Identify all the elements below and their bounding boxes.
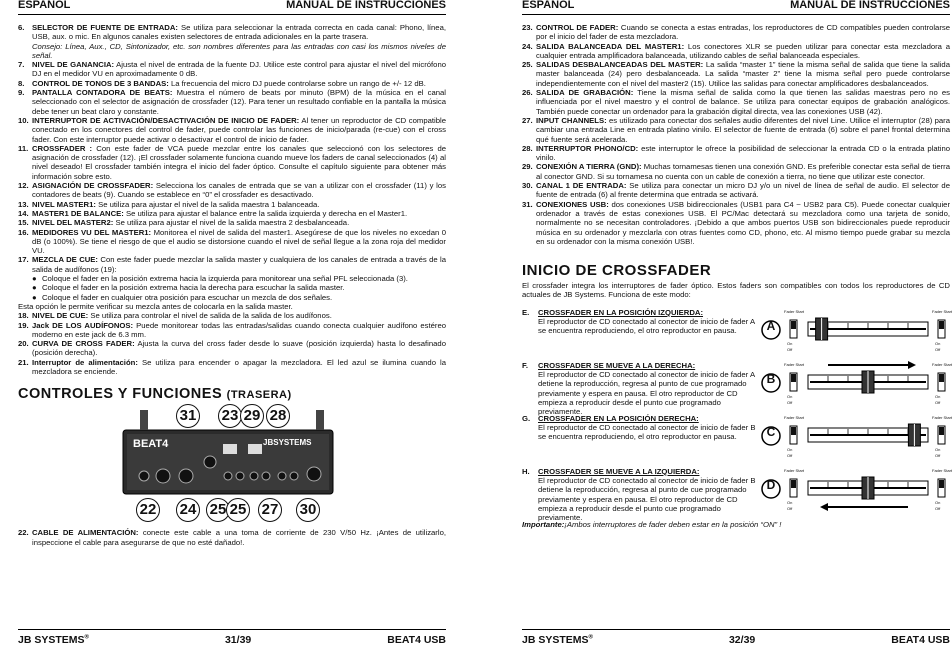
item-body <box>536 42 950 61</box>
item-body <box>32 23 446 60</box>
item-title: SALIDAS DESBALANCEADAS DEL MASTER: <box>536 60 704 70</box>
item-title: SALIDA BALANCEADA DEL MASTER1: <box>536 41 685 51</box>
step-letter: F. <box>522 360 528 370</box>
list-item <box>18 116 446 144</box>
item-number: 24. <box>522 41 533 51</box>
item-text: este interruptor le ofrece la posibilidad de seleccionar la entrada CD o la entrada platino vinilo. <box>536 143 950 163</box>
item-text: Muestra el número de beats por minuto (BPM) de la música en el canal seleccionado con el selector de asignación de crossfader (12). Para tener un resultado confiable en la pantalla la música debe tener un beat claro y constante. <box>32 88 447 116</box>
item-body <box>32 60 446 79</box>
item-text: Con este fader de VCA puede mezclar entre los canales que seleccionó con los selectores de asignación de crossfader (12). ¡El crossfader solamente funciona cuando mueve los faders de canal seleccionados (4) al nivel deseado! El crossfader también integra el inicio del fader óptico. Consulte el capítulo siguiente para obtener más información sobre esto. <box>32 143 446 181</box>
list-item <box>18 218 446 227</box>
rear-panel-figure <box>18 404 446 524</box>
step-body <box>538 414 758 463</box>
page-footer <box>522 629 950 646</box>
step-body <box>538 360 758 417</box>
item-body <box>32 79 446 88</box>
switch-on-label: On <box>935 499 941 505</box>
item-number: 27. <box>522 115 533 125</box>
item-text: Con este fader puede mezclar la salida master y cualquiera de los canales de entrada a través de la salida de audífonos (19): <box>32 255 447 274</box>
item-number: 28. <box>522 143 533 153</box>
switch-label-left: Fader Start <box>784 467 805 473</box>
switch-label-right: Fader Start <box>932 414 952 420</box>
left-page <box>18 0 446 654</box>
list-item <box>18 88 446 116</box>
list-item <box>18 144 446 181</box>
item-body <box>536 116 950 144</box>
item-text: Puede monitorear todas las entradas/salidas cuando conecta cualquier audífono estéreo moderno en este jack de 6.3 mm. <box>32 320 446 339</box>
list-item <box>18 339 446 358</box>
bullet-icon: ● <box>32 283 37 293</box>
item-text: Se utiliza para conectar un micro DJ y/o un nivel de línea de señal de audio. El selector de fuente de entrada (6) al frente determina que entrada se activará. <box>536 181 950 200</box>
list-item <box>18 311 446 320</box>
item-body <box>536 162 950 181</box>
list-item <box>18 60 446 79</box>
footer-brand <box>18 634 89 646</box>
header-language: ESPAÑOL <box>18 0 71 11</box>
item-body <box>32 181 446 200</box>
step-letter: E. <box>522 307 530 317</box>
item-body <box>536 88 950 116</box>
rear-controls-list <box>18 528 446 547</box>
item-title: CONTROL DE FADER: <box>536 23 619 32</box>
step-body <box>538 308 758 357</box>
item-title: CROSSFADER : <box>32 143 93 153</box>
list-item <box>18 228 446 256</box>
section-title <box>18 386 446 402</box>
item-text: es utilizado para conectar dos señales audio diferentes del nivel Line. Utilice el interruptor (28) para cambiar una entrada Line en entrada platino vinilo. El selector de fuente de entrada (6) sobre el panel frontal determina qué fuente será acelerada. <box>536 115 950 144</box>
item-body <box>32 88 446 116</box>
step-text: El reproductor de CD conectado al conector de inicio de fader A detiene la reproducción, regresa al punto de cue programado previamente y espera en pausa. El otro reproductor de CD empieza a reproducir desde el punto cue programado previamente. <box>538 370 755 417</box>
footer-page-number: 31/39 <box>224 634 252 646</box>
crossfader-intro: El crossfader integra los interruptores de fader óptico. Estos faders son compatibles con todos los reproductores de CD actuales de JB Systems. Funciona de este modo: <box>522 281 950 300</box>
step-text: El reproductor de CD conectado al conector de inicio de fader B se encuentra reproduciendo, el otro reproductor en pausa. <box>538 423 756 442</box>
switch-off-label: Off <box>935 399 941 405</box>
item-number: 13. <box>18 199 29 209</box>
item-text: Muchas tornamesas tienen una conexión GND. Es preferible conectar esta señal de tierra al conector GND. Si su tornamesa no cuenta con un cable de conexión a tierra, no tiene que utilizar este conector. <box>536 162 950 181</box>
header-language: ESPAÑOL <box>522 0 575 11</box>
item-title: NIVEL DE GANANCIA: <box>32 60 115 70</box>
switch-off-label: Off <box>935 452 941 458</box>
item-text: Se utiliza para controlar el nivel de salida de la salida de los audífonos. <box>90 311 332 321</box>
switch-on-label: On <box>787 393 793 399</box>
item-text: Cuando se conecta a estas entradas, los reproductores de CD compatibles pueden controlarse por el inicio del fader de esta mezcladora. <box>536 23 951 42</box>
item-body <box>536 23 950 42</box>
item-number: 25. <box>522 60 533 70</box>
bullet-text: Coloque el fader en la posición extrema hacia la derecha para escuchar la salida master. <box>42 283 345 293</box>
item-number: 18. <box>18 311 29 321</box>
item-after-text: Esta opción le permite verificar su mezcla antes de colocarla en la salida master. <box>18 301 293 311</box>
item-title: NIVEL MASTER1: <box>32 199 96 209</box>
item-title: MASTER1 DE BALANCE: <box>32 208 124 218</box>
switch-label-left: Fader Start <box>784 308 805 314</box>
panel-brand-left: BEAT4 <box>133 438 169 451</box>
crossfader-steps <box>522 307 952 523</box>
crossfader-step <box>522 308 950 357</box>
list-item <box>18 209 446 218</box>
footer-page-number: 32/39 <box>728 634 756 646</box>
bullet-text: Coloque el fader en cualquier otra posición para escuchar un mezcla de dos señales. <box>42 292 333 302</box>
list-item <box>18 200 446 209</box>
bullet-text: Coloque el fader en la posición extrema hacia la izquierda para monitorear una señal PFL seleccionada (3). <box>42 274 408 284</box>
bullet-icon: ● <box>32 274 37 284</box>
page-header <box>18 0 446 15</box>
bullet-item <box>32 274 446 283</box>
step-letter: G. <box>522 413 531 423</box>
list-item <box>522 144 950 163</box>
item-body <box>536 200 950 246</box>
step-badge-letter: A <box>766 318 776 333</box>
switch-on-label: On <box>787 499 793 505</box>
switch-on-label: On <box>787 446 793 452</box>
item-number: 31. <box>522 199 533 209</box>
item-body <box>32 218 446 227</box>
item-number: 15. <box>18 218 29 228</box>
list-item <box>522 200 950 246</box>
footer-brand <box>522 634 593 646</box>
item-number: 30. <box>522 181 533 191</box>
item-number: 9. <box>18 88 25 98</box>
step-title: CROSSFADER SE MUEVE A LA IZQUIERDA: <box>538 466 700 476</box>
item-number: 8. <box>18 78 25 88</box>
registered-mark: ® <box>588 634 593 641</box>
item-number: 7. <box>18 60 25 70</box>
item-title: INTERRUPTOR DE ACTIVACIÓN/DESACTIVACIÓN DE INICIO DE FADER: <box>32 115 300 125</box>
switch-on-label: On <box>935 340 941 346</box>
item-tip: Consejo: Línea, Aux., CD, Sintonizador, etc. son nombres diferentes para las entradas con casi los mismos niveles de señal. <box>32 41 446 60</box>
step-badge-letter: D <box>766 477 776 492</box>
header-title: MANUAL DE INSTRUCCIONES <box>286 0 446 11</box>
item-number: 22. <box>18 528 29 538</box>
item-text: Se utiliza para ajustar el nivel de la salida maestra 2 desbalanceada. <box>115 218 350 228</box>
callout-number: 29 <box>240 404 264 428</box>
page-header <box>522 0 950 15</box>
list-item <box>18 321 446 340</box>
crossfader-step <box>522 414 950 463</box>
list-item <box>522 181 950 200</box>
item-text: Se utiliza para encender o apagar la mezcladora. El led azul se ilumina cuando la mezcladora se enciende. <box>32 357 446 376</box>
callout-number: 23 <box>218 404 242 428</box>
switch-off-label: Off <box>787 399 793 405</box>
item-body <box>32 358 446 377</box>
item-title: CANAL 1 DE ENTRADA: <box>536 181 627 191</box>
item-body <box>536 60 950 88</box>
right-page <box>522 0 950 654</box>
item-text: Se utiliza para ajustar el nivel de la salida maestra 1 balanceada. <box>98 199 320 209</box>
item-number: 10. <box>18 115 29 125</box>
switch-off-label: Off <box>935 505 941 511</box>
step-text: El reproductor de CD conectado al conector de inicio de fader A se encuentra reproduciendo, el otro reproductor en pausa. <box>538 317 755 336</box>
crossfader-step <box>522 466 952 523</box>
item-title: NIVEL DE CUE: <box>32 311 89 321</box>
item-number: 29. <box>522 162 533 172</box>
callout-number: 30 <box>296 498 320 522</box>
item-text: Tiene la misma señal de salida como la que tienen las salidas maestras pero no es influenciada por el nivel maestro y el control de balance. Se utiliza para conectar equipos de grabación analógicos. También puede conectar un ordenador para la grabación digital directa, vea las conexiones USB (42). <box>536 88 950 116</box>
item-number: 14. <box>18 208 29 218</box>
callout-number: 22 <box>136 498 160 522</box>
item-number: 20. <box>18 339 29 349</box>
item-number: 6. <box>18 23 25 32</box>
item-body <box>32 528 446 547</box>
list-item <box>18 79 446 88</box>
switch-label-right: Fader Start <box>932 308 952 314</box>
item-text: Se utiliza para seleccionar la entrada correcta en cada canal: Phono, línea, USB, aux. o mic. En algunos canales existen selectores de entrada adicionales en la parte trasera. <box>32 23 446 42</box>
section-title: INICIO DE CROSSFADER <box>522 262 712 280</box>
item-number: 21. <box>18 357 29 367</box>
switch-label-right: Fader Start <box>932 467 952 473</box>
list-item <box>18 255 446 311</box>
item-body <box>32 116 446 144</box>
item-text: Monitorea el nivel de salida del master1. Asegúrese de que los niveles no excedan 0 dB (o 100%). Se tiene el riesgo de que el audio se distorsione cuando el nivel de señal llegue a la zona roja del medidor VU. <box>32 227 446 256</box>
item-title: ASIGNACIÓN DE CROSSFADER: <box>32 181 154 191</box>
list-item <box>522 23 950 42</box>
switch-on-label: On <box>787 340 793 346</box>
arrow-left-icon <box>820 503 828 511</box>
registered-mark: ® <box>84 634 89 641</box>
item-body <box>32 339 446 358</box>
item-text: conecte este cable a una toma de corriente de 230 V/50 Hz. ¡Antes de utilizarlo, inspeccione el cable para asegurarse de que no esté dañado!. <box>32 528 446 547</box>
list-item <box>522 162 950 181</box>
item-body <box>32 311 446 320</box>
switch-off-label: Off <box>935 346 941 352</box>
item-title: CABLE DE ALIMENTACIÓN: <box>32 528 139 538</box>
step-letter: H. <box>522 466 530 476</box>
section-title-text: CONTROLES Y FUNCIONES <box>18 386 223 403</box>
step-title: CROSSFADER EN LA POSICIÓN DERECHA: <box>538 413 699 423</box>
callout-number: 25 <box>206 498 230 522</box>
step-body <box>538 466 758 523</box>
item-title: SALIDA DE GRABACIÓN: <box>536 88 634 98</box>
item-body <box>32 200 446 209</box>
switch-off-label: Off <box>787 346 793 352</box>
bullet-item <box>32 293 446 302</box>
footer-brand-text: JB SYSTEMS <box>18 634 85 646</box>
step-text: El reproductor de CD conectado al conector de inicio de fader B detiene la reproducción, regresa al punto de cue programado previamente y espera en pausa. El otro reproductor de CD empieza a reproducir desde el punto cue programado previamente. <box>538 476 756 523</box>
item-title: CONEXIONES USB: <box>536 199 609 209</box>
footer-model: BEAT4 USB <box>387 634 446 646</box>
item-body <box>536 144 950 163</box>
crossfader-step <box>522 360 952 417</box>
item-body <box>32 228 446 256</box>
list-item <box>18 181 446 200</box>
switch-label-left: Fader Start <box>784 361 805 367</box>
item-title: MEZCLA DE CUE: <box>32 255 98 265</box>
item-number: 23. <box>522 23 533 32</box>
callout-number: 25 <box>226 498 250 522</box>
crossfader-illustration <box>758 361 952 410</box>
list-item <box>18 358 446 377</box>
note-text: ¡Ambos interruptores de fader deben estar en la posición “ON” ! <box>564 519 782 529</box>
item-number: 26. <box>522 88 533 98</box>
crossfader-illustration <box>758 308 952 357</box>
item-title: Interruptor de alimentación: <box>32 357 138 367</box>
list-item <box>18 528 446 547</box>
item-text: Al tener un reproductor de CD compatible conectado en los conectores del control de fader, puede controlar las funciones de inicio/parada (re-cue) con el cross fader. Con este interruptor puede activar o desactivar el control de inicio de fader. <box>32 115 446 144</box>
crossfader-illustration <box>758 414 952 463</box>
item-number: 12. <box>18 181 29 191</box>
switch-label-left: Fader Start <box>784 414 805 420</box>
crossfader-illustration <box>758 467 952 516</box>
item-text: Ajusta la curva del cross fader desde lo suave (posición izquierda) hasta lo desafinado (posición derecha). <box>32 339 446 358</box>
item-title: NIVEL DEL MASTER2: <box>32 218 114 228</box>
item-number: 11. <box>18 143 29 153</box>
callout-number: 27 <box>258 498 282 522</box>
switch-off-label: Off <box>787 505 793 511</box>
step-title: CROSSFADER SE MUEVE A LA DERECHA: <box>538 360 696 370</box>
arrow-right-icon <box>908 361 916 369</box>
switch-off-label: Off <box>787 452 793 458</box>
item-title: PANTALLA CONTADORA DE BEATS: <box>32 88 173 98</box>
list-item <box>522 60 950 88</box>
item-text: dos conexiones USB bidireccionales (USB1 para C4 ~ USB2 para C5). Puede conectar cualquier ordenador a través de estas conexiones USB. El PC/Mac detectará su mezcladora como una tarjeta de sonido, normalmente no se necesitan controladores. ¡Debido a que ambos puertos USB son bidireccionales puede reproducir música en su ordenador y mezclarla con otras fuentes como CD, phono, etc. Al mismo tiempo puede grabar su mezcla en su ordenador con la misma conexión USB!. <box>536 199 950 246</box>
item-text: La frecuencia del micro DJ puede controlarse sobre un rango de +/- 12 dB. <box>170 78 426 88</box>
step-title: CROSSFADER EN LA POSICIÓN IZQUIERDA: <box>538 307 704 317</box>
item-body <box>536 181 950 200</box>
callout-number: 24 <box>176 498 200 522</box>
front-controls-list <box>18 23 446 376</box>
item-text: La salida “master 1” tiene la misma señal de salida que tiene la salida master balanceada (24) pero desbalanceada. La salida “master 2” tiene la misma señal pero puede controlarse independientemente con el nivel del master2 (15). Utilice las salidas para conectar amplificadores desbalanceados. <box>536 60 950 88</box>
panel-brand-right: JBSYSTEMS <box>263 438 312 448</box>
item-title: Jack DE LOS AUDÍFONOS: <box>32 320 134 330</box>
bullet-icon: ● <box>32 292 37 302</box>
item-text: Selecciona los canales de entrada que se van a utilizar con el crossfader (11) y los contadores de beats (9). Cuando se establece en “0” el crossfader es desactivado. <box>32 181 446 200</box>
switch-label-right: Fader Start <box>932 361 952 367</box>
note-label: Importante: <box>522 519 565 529</box>
item-number: 16. <box>18 227 29 237</box>
important-note <box>522 520 950 529</box>
step-badge-letter: B <box>766 371 776 386</box>
item-title: INTERRUPTOR PHONO/CD: <box>536 143 639 153</box>
item-number: 17. <box>18 255 29 265</box>
list-item <box>522 42 950 61</box>
step-badge-letter: C <box>766 424 776 439</box>
switch-on-label: On <box>935 446 941 452</box>
item-body <box>32 321 446 340</box>
item-title: INPUT CHANNELS: <box>536 115 607 125</box>
section-subtitle: (TRASERA) <box>226 389 292 402</box>
item-text: Los conectores XLR se pueden utilizar para conectar esta mezcladora a cualquier entrada amplificadora balanceada, utilizando cables de señal balanceada especiales. <box>536 41 951 60</box>
list-item <box>18 23 446 60</box>
callout-number: 28 <box>266 404 290 428</box>
item-title: MEDIDORES VU DEL MASTER1: <box>32 227 152 237</box>
item-text: Se utiliza para ajustar el balance entre la salida izquierda y derecha en el Master1. <box>125 208 408 218</box>
bullet-item <box>32 283 446 292</box>
rear-controls-list <box>522 23 950 246</box>
item-text: Ajusta el nivel de entrada de la fuente DJ. Utilice este control para ajustar el nivel del micrófono DJ en el medidor VU en aproximadamente 0 dB. <box>32 60 446 79</box>
footer-brand-text: JB SYSTEMS <box>522 634 589 646</box>
switch-on-label: On <box>935 393 941 399</box>
item-number: 19. <box>18 320 29 330</box>
footer-model: BEAT4 USB <box>891 634 950 646</box>
header-title: MANUAL DE INSTRUCCIONES <box>790 0 950 11</box>
item-title: SELECTOR DE FUENTE DE ENTRADA: <box>32 23 178 32</box>
list-item <box>522 116 950 144</box>
item-title: CONEXIÓN A TIERRA (GND): <box>536 162 642 172</box>
item-body <box>32 144 446 181</box>
item-title: CURVA DE CROSS FADER: <box>32 339 135 349</box>
page-footer <box>18 629 446 646</box>
item-title: CONTROL DE TONOS DE 3 BANDAS: <box>32 78 169 88</box>
callout-number: 31 <box>176 404 200 428</box>
item-body <box>32 209 446 218</box>
list-item <box>522 88 950 116</box>
